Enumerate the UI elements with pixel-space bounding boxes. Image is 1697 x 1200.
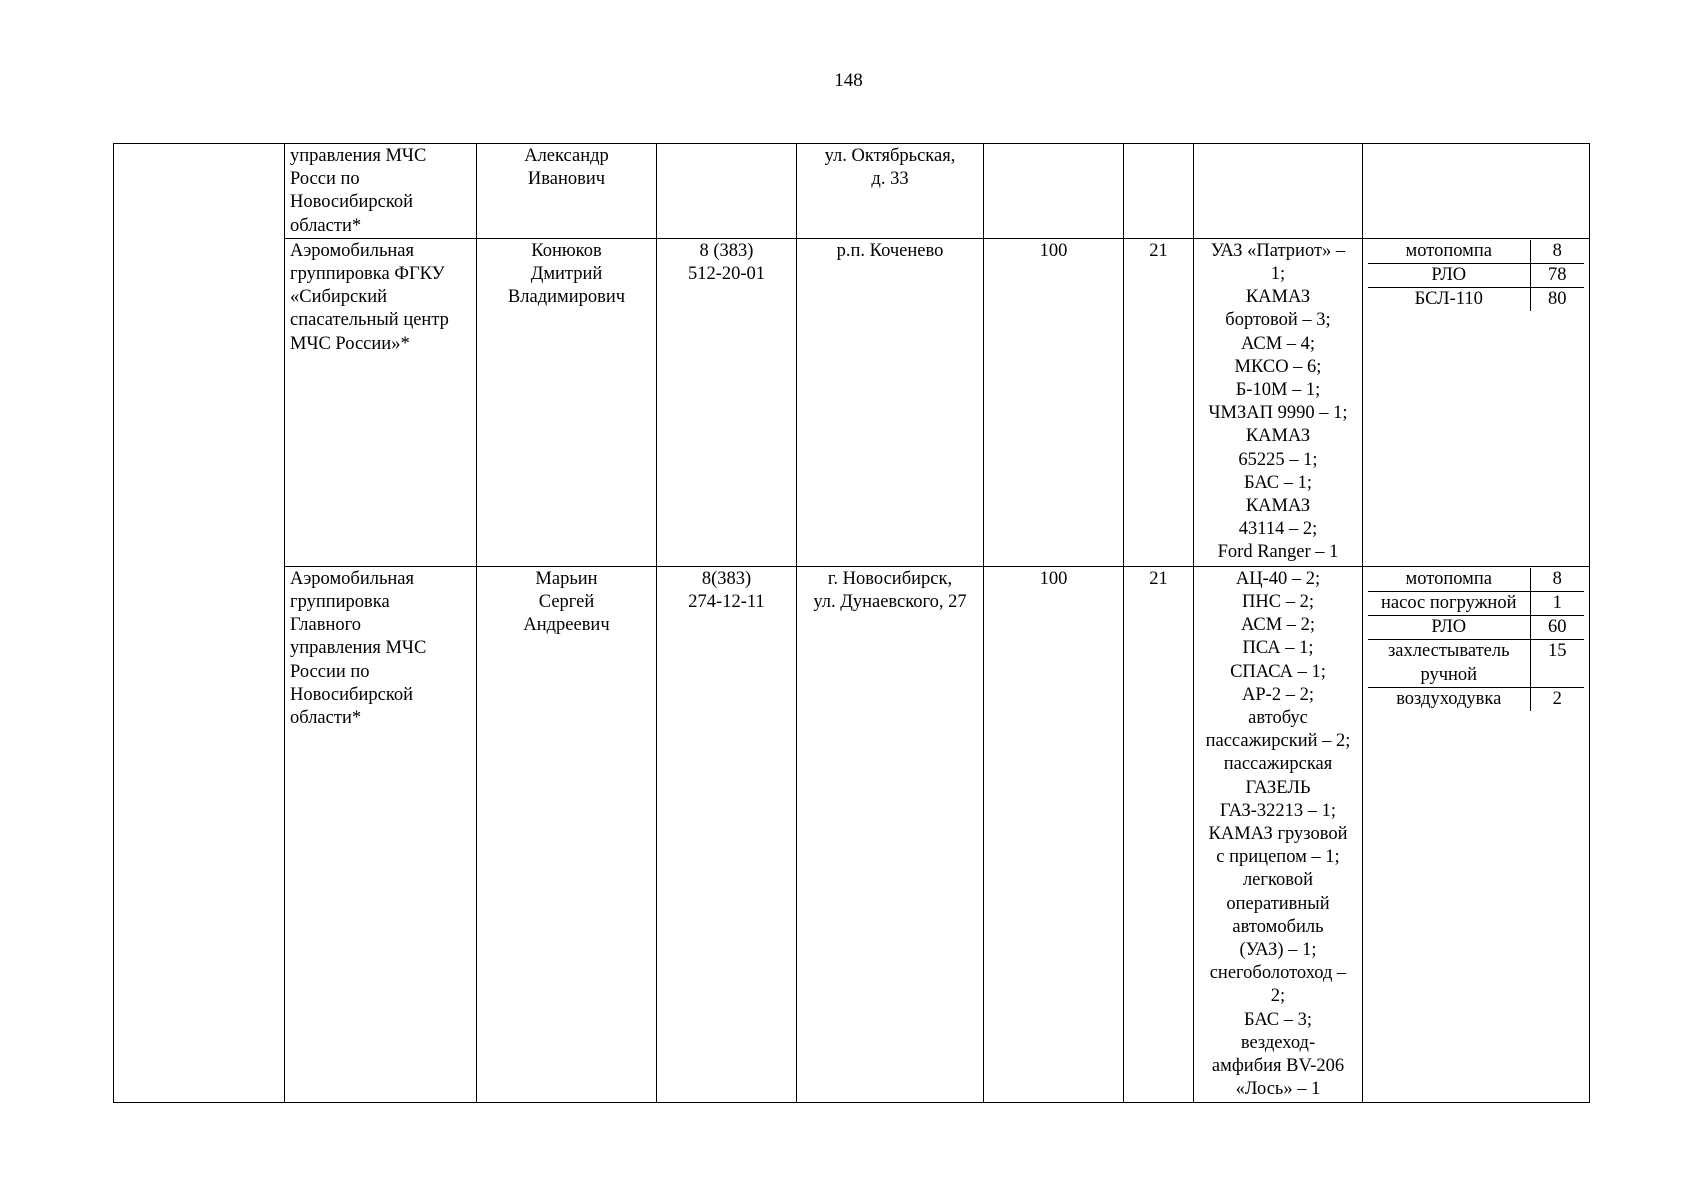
text-line: ПСА – 1; <box>1242 638 1314 659</box>
text-line: ручной <box>1420 664 1478 685</box>
equipment-name <box>1368 568 1530 592</box>
text-line: д. 33 <box>871 169 909 190</box>
equipment-row <box>1368 264 1584 288</box>
equipment-table <box>1368 568 1584 711</box>
equipment-row <box>1368 616 1584 640</box>
text-line: КАМАЗ грузовой <box>1208 824 1348 845</box>
text-line: «Лось» – 1 <box>1235 1079 1321 1100</box>
cell-person <box>477 144 657 239</box>
text-line: СПАСА – 1; <box>1230 661 1326 682</box>
text-line: РЛО <box>1431 617 1467 638</box>
text-line: автобус <box>1248 708 1308 729</box>
equipment-name <box>1368 616 1530 640</box>
cell-phone <box>657 144 797 239</box>
text-line: группировка ФГКУ <box>290 264 445 285</box>
text-line: КАМАЗ <box>1245 287 1311 308</box>
equipment-row <box>1368 640 1584 687</box>
cell-equipment <box>1363 566 1590 1102</box>
text-line: МЧС России»* <box>290 333 410 354</box>
cell-personnel-count: 100 <box>984 238 1124 566</box>
text-line: АСМ – 4; <box>1240 333 1316 354</box>
text-line: Росси по <box>290 169 360 190</box>
cell-address <box>797 144 984 239</box>
text-line: 1; <box>1270 264 1286 285</box>
cell-personnel-count: 100 <box>984 566 1124 1102</box>
text-line: управления МЧС <box>290 638 427 659</box>
text-line: области* <box>290 708 362 729</box>
text-line: 8(383) <box>701 568 752 589</box>
equipment-quantity: 2 <box>1530 687 1584 711</box>
equipment-row <box>1368 240 1584 264</box>
cell-phone <box>657 238 797 566</box>
equipment-quantity: 15 <box>1530 640 1584 687</box>
text-line: ЧМЗАП 9990 – 1; <box>1208 403 1348 424</box>
equipment-quantity: 60 <box>1530 616 1584 640</box>
text-line: Андреевич <box>523 615 610 636</box>
text-line: КАМАЗ <box>1245 426 1311 447</box>
text-line: Конюков <box>531 240 602 261</box>
cell-address <box>797 566 984 1102</box>
text-line: МКСО – 6; <box>1234 356 1322 377</box>
cell-organization <box>285 144 477 239</box>
equipment-name <box>1368 288 1530 312</box>
cell-unit-count: 21 <box>1124 238 1194 566</box>
text-line: ГАЗ-32213 – 1; <box>1219 800 1337 821</box>
text-line: Аэромобильная <box>290 240 415 261</box>
page-number: 148 <box>834 70 863 91</box>
text-line: спасательный центр <box>290 310 449 331</box>
text-line: г. Новосибирск, <box>827 568 953 589</box>
text-line: АСМ – 2; <box>1240 615 1316 636</box>
text-line: Б-10М – 1; <box>1235 380 1321 401</box>
text-line: бортовой – 3; <box>1225 310 1331 331</box>
equipment-name <box>1368 592 1530 616</box>
text-line: Аэромобильная <box>290 568 415 589</box>
text-line: АР-2 – 2; <box>1242 684 1314 705</box>
text-line: амфибия BV-206 <box>1211 1056 1345 1077</box>
table-body <box>114 144 1590 1103</box>
equipment-quantity: 8 <box>1530 240 1584 264</box>
equipment-row <box>1368 288 1584 312</box>
text-line: Иванович <box>527 169 606 190</box>
cell-equipment <box>1363 238 1590 566</box>
text-line: БАС – 3; <box>1243 1009 1313 1030</box>
text-line: ул. Дунаевского, 27 <box>813 592 967 613</box>
text-line: управления МЧС <box>290 146 427 166</box>
cell-personnel-count <box>984 144 1124 239</box>
equipment-row <box>1368 568 1584 592</box>
text-line: области* <box>290 215 362 236</box>
text-line: Сергей <box>538 592 595 613</box>
cell-address <box>797 238 984 566</box>
cell-equipment <box>1363 144 1590 239</box>
table-row <box>114 144 1590 239</box>
resources-table <box>113 143 1590 1103</box>
cell-number <box>114 144 285 1103</box>
text-line: БАС – 1; <box>1243 472 1313 493</box>
text-line: АЦ-40 – 2; <box>1235 568 1321 589</box>
equipment-quantity: 80 <box>1530 288 1584 312</box>
text-line: Александр <box>524 146 609 166</box>
text-line: РЛО <box>1431 265 1467 286</box>
equipment-quantity: 78 <box>1530 264 1584 288</box>
text-line: автомобиль <box>1232 916 1324 937</box>
cell-vehicles <box>1194 144 1363 239</box>
text-line: вездеход- <box>1240 1032 1316 1053</box>
text-line: Дмитрий <box>530 264 603 285</box>
equipment-name <box>1368 240 1530 264</box>
text-line: 512-20-01 <box>687 264 766 285</box>
cell-phone <box>657 566 797 1102</box>
text-line: 65225 – 1; <box>1238 449 1318 470</box>
text-line: 43114 – 2; <box>1238 519 1318 540</box>
text-line: Марьин <box>535 568 598 589</box>
text-line: ПНС – 2; <box>1242 592 1314 613</box>
text-line: ГАЗЕЛЬ <box>1245 777 1311 798</box>
cell-person <box>477 566 657 1102</box>
text-line: снегоболотоход – <box>1209 963 1347 984</box>
text-line: р.п. Коченево <box>836 240 944 261</box>
text-line: Новосибирской <box>290 192 414 213</box>
cell-unit-count <box>1124 144 1194 239</box>
text-line: 8 (383) <box>699 240 754 261</box>
text-line: с прицепом – 1; <box>1216 847 1340 868</box>
text-line: мотопомпа <box>1405 568 1492 589</box>
table-row <box>114 238 1590 566</box>
equipment-name <box>1368 687 1530 711</box>
text-line: захлестыватель <box>1387 641 1510 662</box>
equipment-row <box>1368 687 1584 711</box>
cell-unit-count: 21 <box>1124 566 1194 1102</box>
text-line: УАЗ «Патриот» – <box>1210 240 1346 261</box>
text-line: Новосибирской <box>290 684 414 705</box>
text-line: легковой <box>1242 870 1314 891</box>
text-line: Главного <box>290 615 362 636</box>
equipment-quantity: 1 <box>1530 592 1584 616</box>
text-line: пассажирская <box>1223 754 1333 775</box>
text-line: России по <box>290 661 370 682</box>
text-line: насос погружной <box>1381 593 1517 614</box>
text-line: 274-12-11 <box>688 592 765 613</box>
cell-person <box>477 238 657 566</box>
text-line: мотопомпа <box>1405 240 1492 261</box>
text-line: Ford Ranger – 1 <box>1217 542 1339 563</box>
equipment-table <box>1368 240 1584 312</box>
text-line: (УАЗ) – 1; <box>1239 940 1317 961</box>
text-line: ул. Октябрьская, <box>824 146 956 166</box>
cell-vehicles <box>1194 566 1363 1102</box>
cell-vehicles <box>1194 238 1363 566</box>
text-line: Владимирович <box>507 287 626 308</box>
equipment-quantity: 8 <box>1530 568 1584 592</box>
text-line: «Сибирский <box>290 287 388 308</box>
table-row <box>114 566 1590 1102</box>
cell-organization <box>285 566 477 1102</box>
text-line: КАМАЗ <box>1245 496 1311 517</box>
equipment-name <box>1368 640 1530 687</box>
text-line: группировка <box>290 592 390 613</box>
text-line: 2; <box>1270 986 1286 1007</box>
cell-organization <box>285 238 477 566</box>
text-line: пассажирский – 2; <box>1205 731 1351 752</box>
equipment-row <box>1368 592 1584 616</box>
text-line: БСЛ-110 <box>1414 289 1483 310</box>
text-line: воздуходувка <box>1396 688 1502 709</box>
equipment-name <box>1368 264 1530 288</box>
text-line: оперативный <box>1226 893 1330 914</box>
